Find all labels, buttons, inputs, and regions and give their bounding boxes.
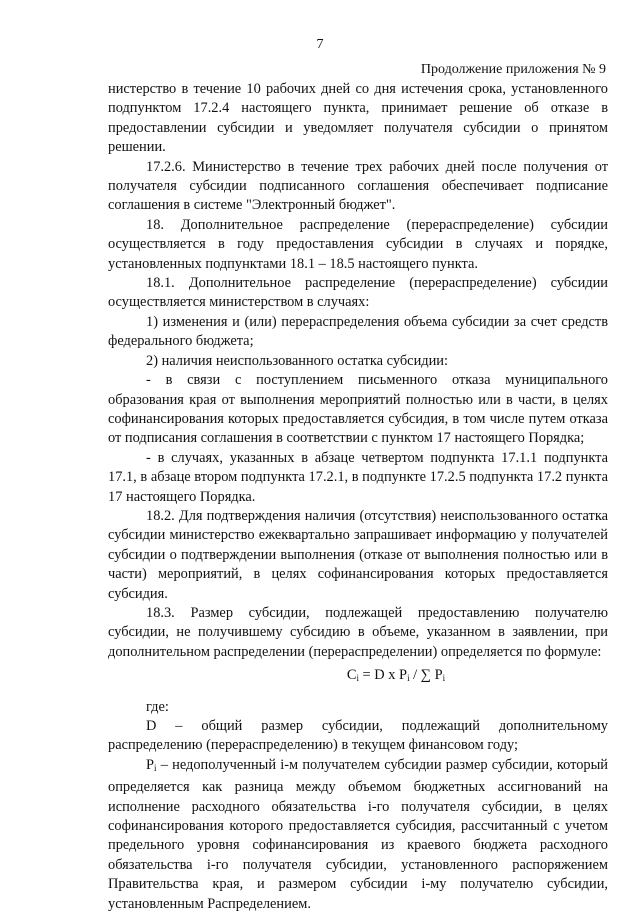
paragraph: 18.3. Размер субсидии, подлежащей предоставлению получателю субсидии, не получившему субсидию в объеме, указанном в заявлении, при дополнительном распределении (перераспределении) определяется по формуле: [108, 604, 608, 660]
formula [184, 666, 608, 688]
appendix-header: Продолжение приложения № 9 [420, 62, 606, 77]
formula-eq: = D x P [358, 667, 408, 684]
formula-sum-sub: i [442, 673, 446, 684]
definition-p-text: – недополученный i-м получателем субсидии размер субсидии, который определяется как разница между объемом бюджетных ассигнований на исполнение расходного обязательства i-го получателя субсидии, в целях софинансирования которого предоставляется субсидия, рассчитанный с учетом предельного уровня софинансирования из краевого бюджета расходного обязательства i-го получателя субсидии, установленного распоряжением Правительства края, и размером субсидии i-му получателю субсидии, установленным Распределением. [108, 756, 608, 912]
formula-div: / ∑ P [409, 667, 443, 684]
paragraph: - в связи с поступлением письменного отказа муниципального образования края от выполнения мероприятий полностью или в части, в целях софинансирования которых предоставляется субсидия, в том числе путем отказа от подписания соглашения в соответствии с пунктом 17 настоящего Порядка; [108, 372, 608, 447]
where-label: где: [146, 698, 169, 715]
definition-d: D – общий размер субсидии, подлежащий дополнительному распределению (перераспределению) в текущем финансовом году; [108, 718, 608, 754]
paragraph: нистерство в течение 10 рабочих дней со дня истечения срока, установленного подпунктом 17.2.4 настоящего пункта, принимает решение об отказе в предоставлении субсидии и уведомляет получателя субсидии о принятом решении. [108, 81, 608, 156]
definition-p-prefix: P [146, 756, 155, 773]
formula-lhs-sub: i [356, 673, 359, 684]
paragraph: 18. Дополнительное распределение (перераспределение) субсидии осуществляется в году предоставления субсидии в случаях и порядке, установленных подпунктами 18.1 – 18.5 настоящего пункта. [108, 216, 608, 272]
formula-p-sub: i [407, 673, 410, 684]
paragraph: 17.2.6. Министерство в течение трех рабочих дней после получения от получателя субсидии подписанного соглашения обеспечивает подписание соглашения в системе "Электронный бюджет". [108, 158, 608, 214]
paragraph: 1) изменения и (или) перераспределения объема субсидии за счет средств федерального бюджета; [108, 313, 608, 350]
definition-p [108, 756, 608, 914]
document-body [108, 80, 608, 914]
paragraph: 18.1. Дополнительное распределение (перераспределение) субсидии осуществляется министерством в случаях: [108, 275, 608, 311]
paragraph: - в случаях, указанных в абзаце четвертом подпункта 17.1.1 подпункта 17.1, в абзаце втором подпункта 17.2.1, в подпункте 17.2.5 подпункта 17.2 пункта 17 настоящего Порядка. [108, 449, 608, 505]
paragraph: 2) наличия неиспользованного остатка субсидии: [146, 352, 448, 369]
page-number: 7 [316, 37, 324, 52]
paragraph: 18.2. Для подтверждения наличия (отсутствия) неиспользованного остатка субсидии министерство ежеквартально запрашивает информацию у получателей субсидии о подтверждении выполнения (отказе от выполнения полностью или в части) мероприятий, в целях софинансирования которых предоставляется субсидия. [108, 507, 608, 602]
formula-lhs: C [346, 667, 357, 684]
definition-p-prefix-sub: i [154, 762, 157, 773]
